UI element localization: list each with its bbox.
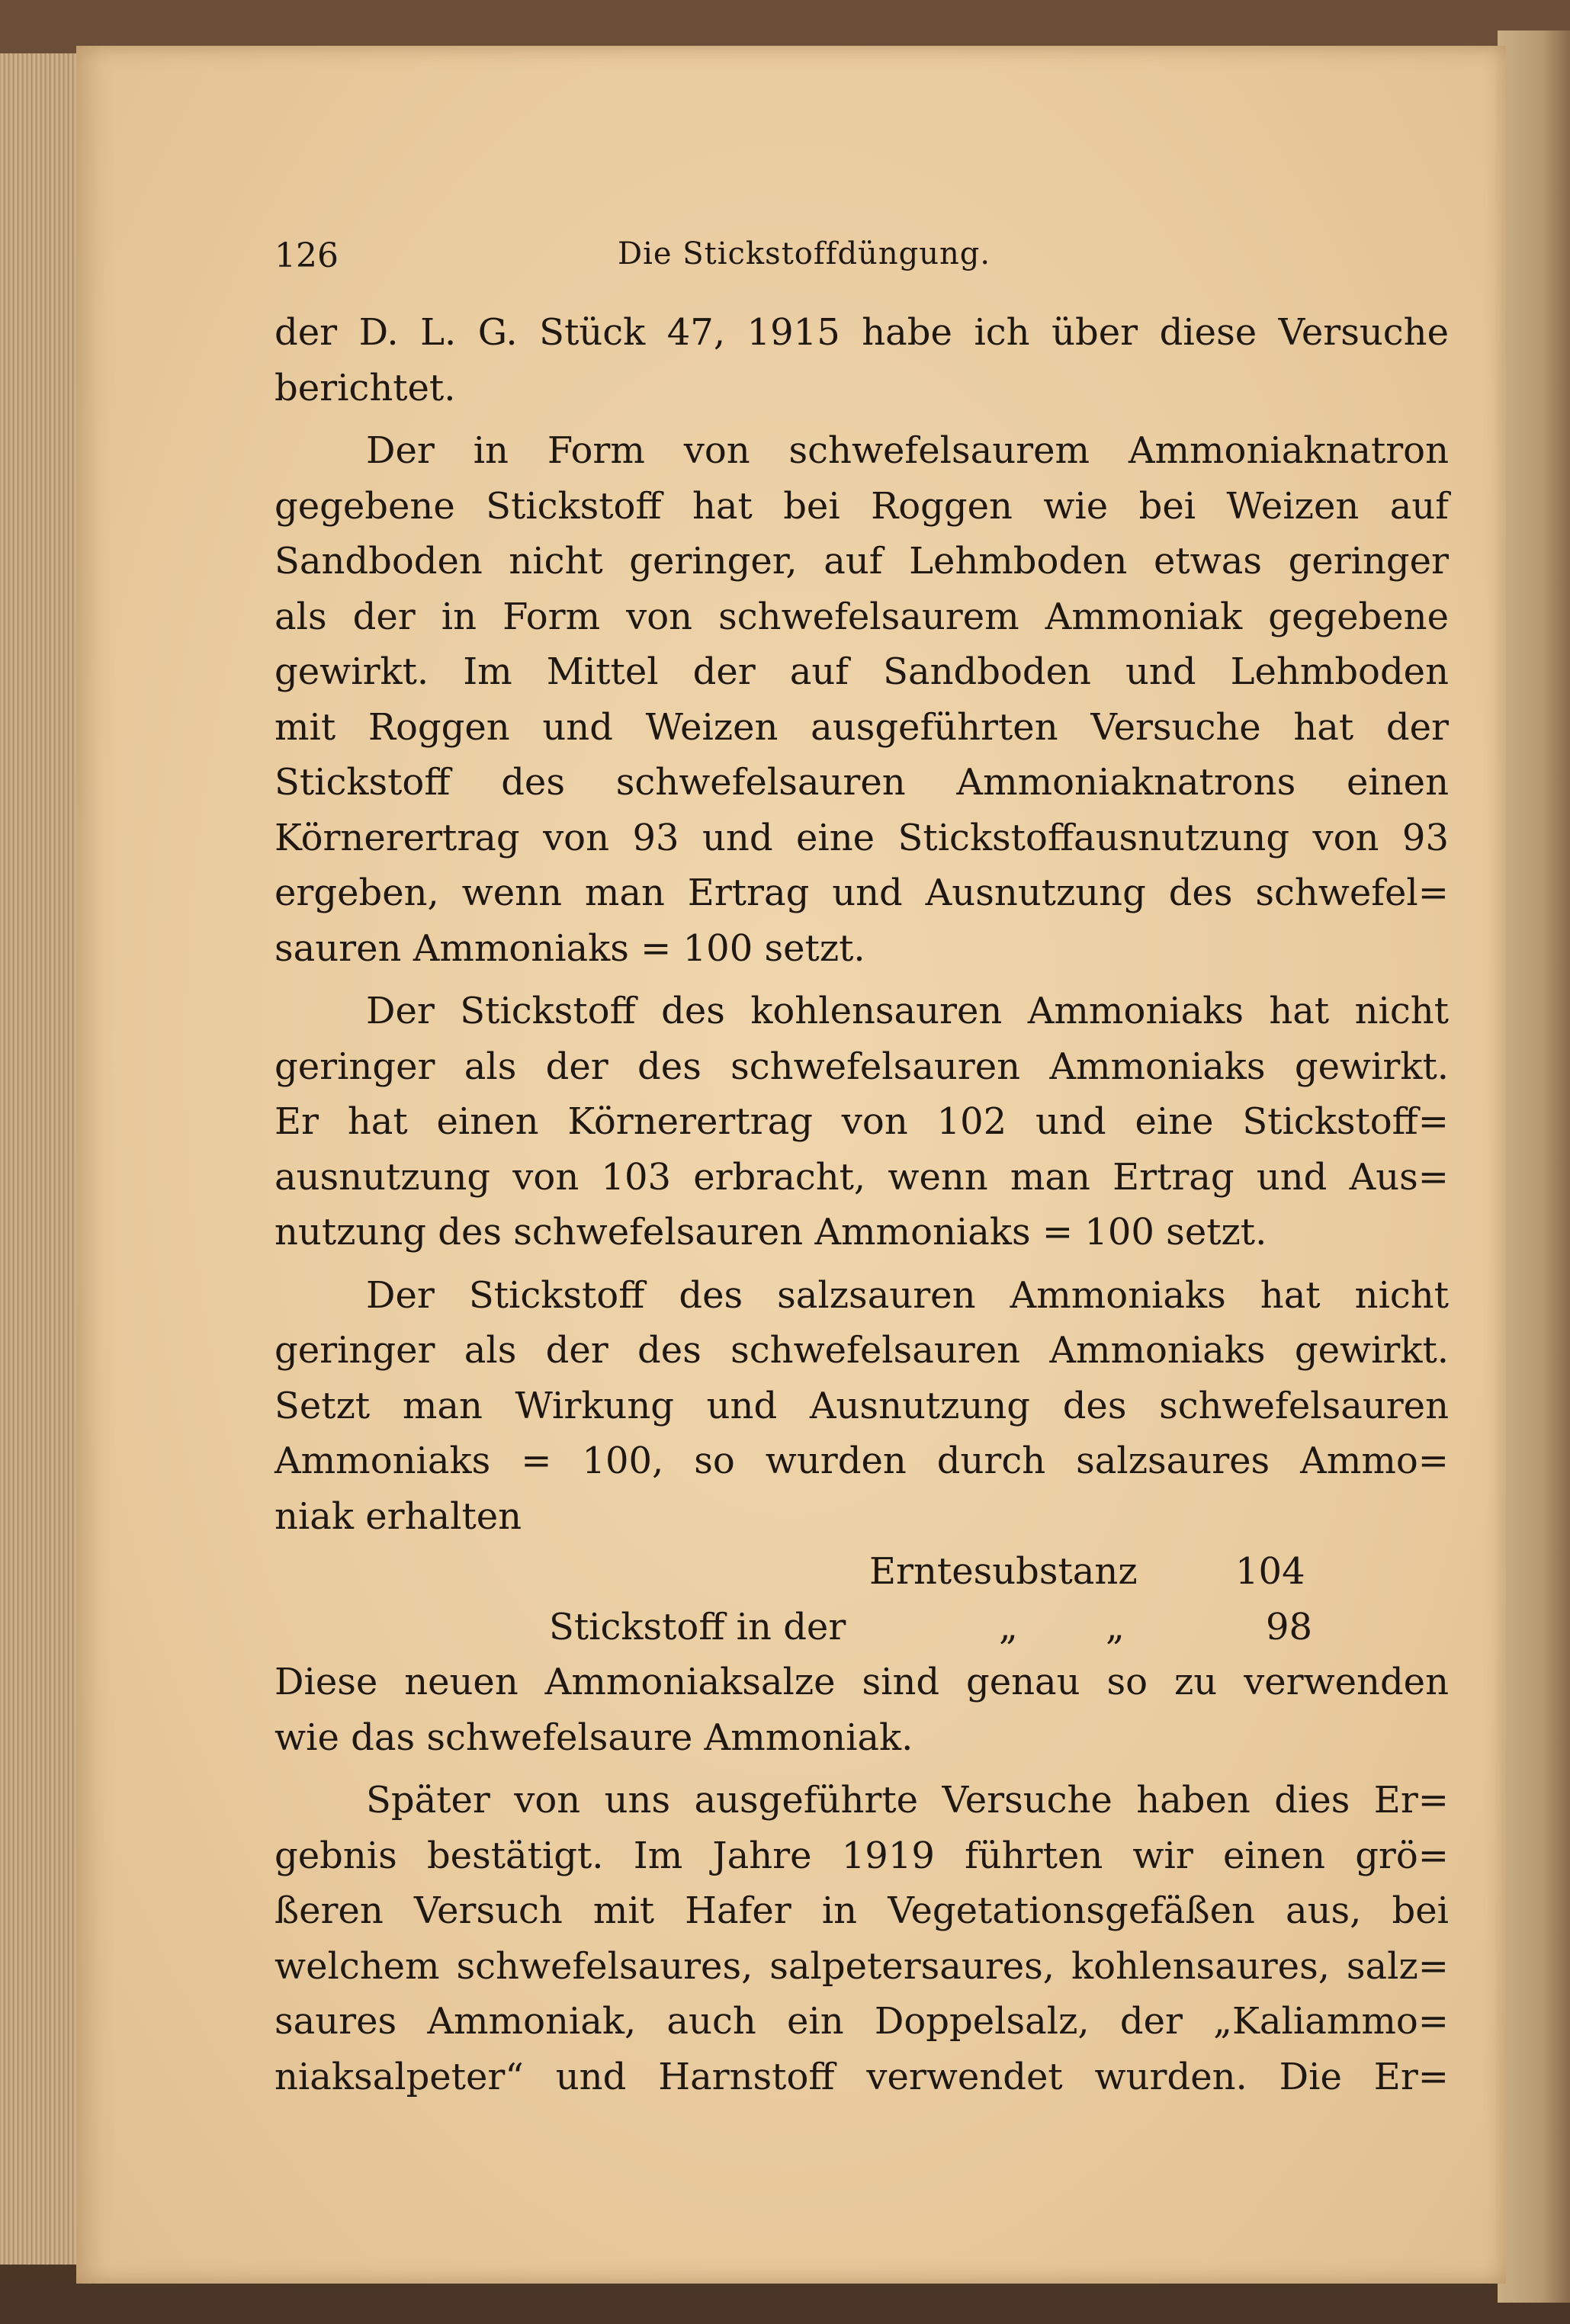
text-line: als der in Form von schwefelsaurem Ammoniak gegebene: [275, 595, 1449, 638]
row-value: 104: [1235, 1550, 1305, 1593]
text-block-2: [275, 1655, 1449, 2104]
text-line: gewirkt. Im Mittel der auf Sandboden und Lehmboden: [275, 650, 1449, 693]
text-line: ausnutzung von 103 erbracht, wenn man Ertrag und Aus=: [275, 1155, 1449, 1199]
text-line: Setzt man Wirkung und Ausnutzung des schwefelsauren: [275, 1384, 1449, 1427]
row-label: Erntesubstanz: [869, 1550, 1138, 1593]
text-line: Der Stickstoff des salzsauren Ammoniaks hat nicht: [366, 1273, 1449, 1317]
page-content: [275, 236, 1449, 2104]
page-header: [275, 236, 1449, 305]
text-line: saures Ammoniak, auch ein Doppelsalz, der „Kaliammo=: [275, 2000, 1449, 2043]
results-row: [275, 1544, 1449, 1600]
page-number: 126: [275, 236, 339, 275]
results-row: [275, 1600, 1449, 1655]
text-line: Er hat einen Körnerertrag von 102 und eine Stickstoff=: [275, 1100, 1449, 1143]
book-right-edge: [1498, 30, 1570, 2303]
text-line: Ammoniaks = 100, so wurden durch salzsaures Ammo=: [275, 1440, 1449, 1482]
text-line: nutzung des schwefelsauren Ammoniaks = 100 setzt.: [275, 1211, 1267, 1253]
text-line: geringer als der des schwefelsauren Ammoniaks gewirkt.: [275, 1045, 1449, 1088]
text-line: gegebene Stickstoff hat bei Roggen wie bei Weizen auf: [275, 484, 1449, 528]
text-line: ßeren Versuch mit Hafer in Vegetationsgefäßen aus, bei: [275, 1889, 1449, 1932]
text-line: mit Roggen und Weizen ausgeführten Versuche hat der: [275, 705, 1449, 749]
text-line: geringer als der des schwefelsauren Ammoniaks gewirkt.: [275, 1329, 1449, 1372]
text-line: gebnis bestätigt. Im Jahre 1919 führten wir einen grö=: [275, 1834, 1449, 1877]
ditto-mark: „: [999, 1605, 1018, 1648]
text-line: Körnerertrag von 93 und eine Stickstoffausnutzung von 93: [275, 816, 1449, 859]
text-block-1: [275, 305, 1449, 1544]
text-line: berichtet.: [275, 366, 456, 409]
text-line: Der Stickstoff des kohlensauren Ammoniaks hat nicht: [366, 990, 1449, 1032]
book-page: [76, 46, 1506, 2284]
text-line: ergeben, wenn man Ertrag und Ausnutzung des schwefel=: [275, 872, 1449, 914]
results-table: [275, 1544, 1449, 1655]
row-label: Stickstoff in der: [549, 1605, 846, 1648]
text-line: Diese neuen Ammoniaksalze sind genau so zu verwenden: [275, 1661, 1449, 1703]
text-line: sauren Ammoniaks = 100 setzt.: [275, 926, 865, 970]
text-line: Stickstoff des schwefelsauren Ammoniaknatrons einen: [275, 761, 1449, 804]
text-line: Sandboden nicht geringer, auf Lehmboden etwas geringer: [275, 540, 1449, 583]
text-line: Der in Form von schwefelsaurem Ammoniaknatron: [366, 429, 1449, 472]
text-line: niaksalpeter“ und Harnstoff verwendet wurden. Die Er=: [275, 2055, 1449, 2098]
book-page-edges: [0, 53, 86, 2265]
text-line: der D. L. G. Stück 47, 1915 habe ich über diese Versuche: [275, 311, 1449, 354]
text-line: Später von uns ausgeführte Versuche haben dies Er=: [366, 1779, 1449, 1822]
text-line: welchem schwefelsaures, salpetersaures, kohlensaures, salz=: [275, 1944, 1449, 1988]
text-line: niak erhalten: [275, 1494, 522, 1538]
row-value: 98: [1266, 1605, 1313, 1648]
text-line: wie das schwefelsaure Ammoniak.: [275, 1716, 913, 1759]
ditto-mark: „: [1106, 1605, 1125, 1648]
running-head: Die Stickstoffdüngung.: [618, 236, 991, 271]
